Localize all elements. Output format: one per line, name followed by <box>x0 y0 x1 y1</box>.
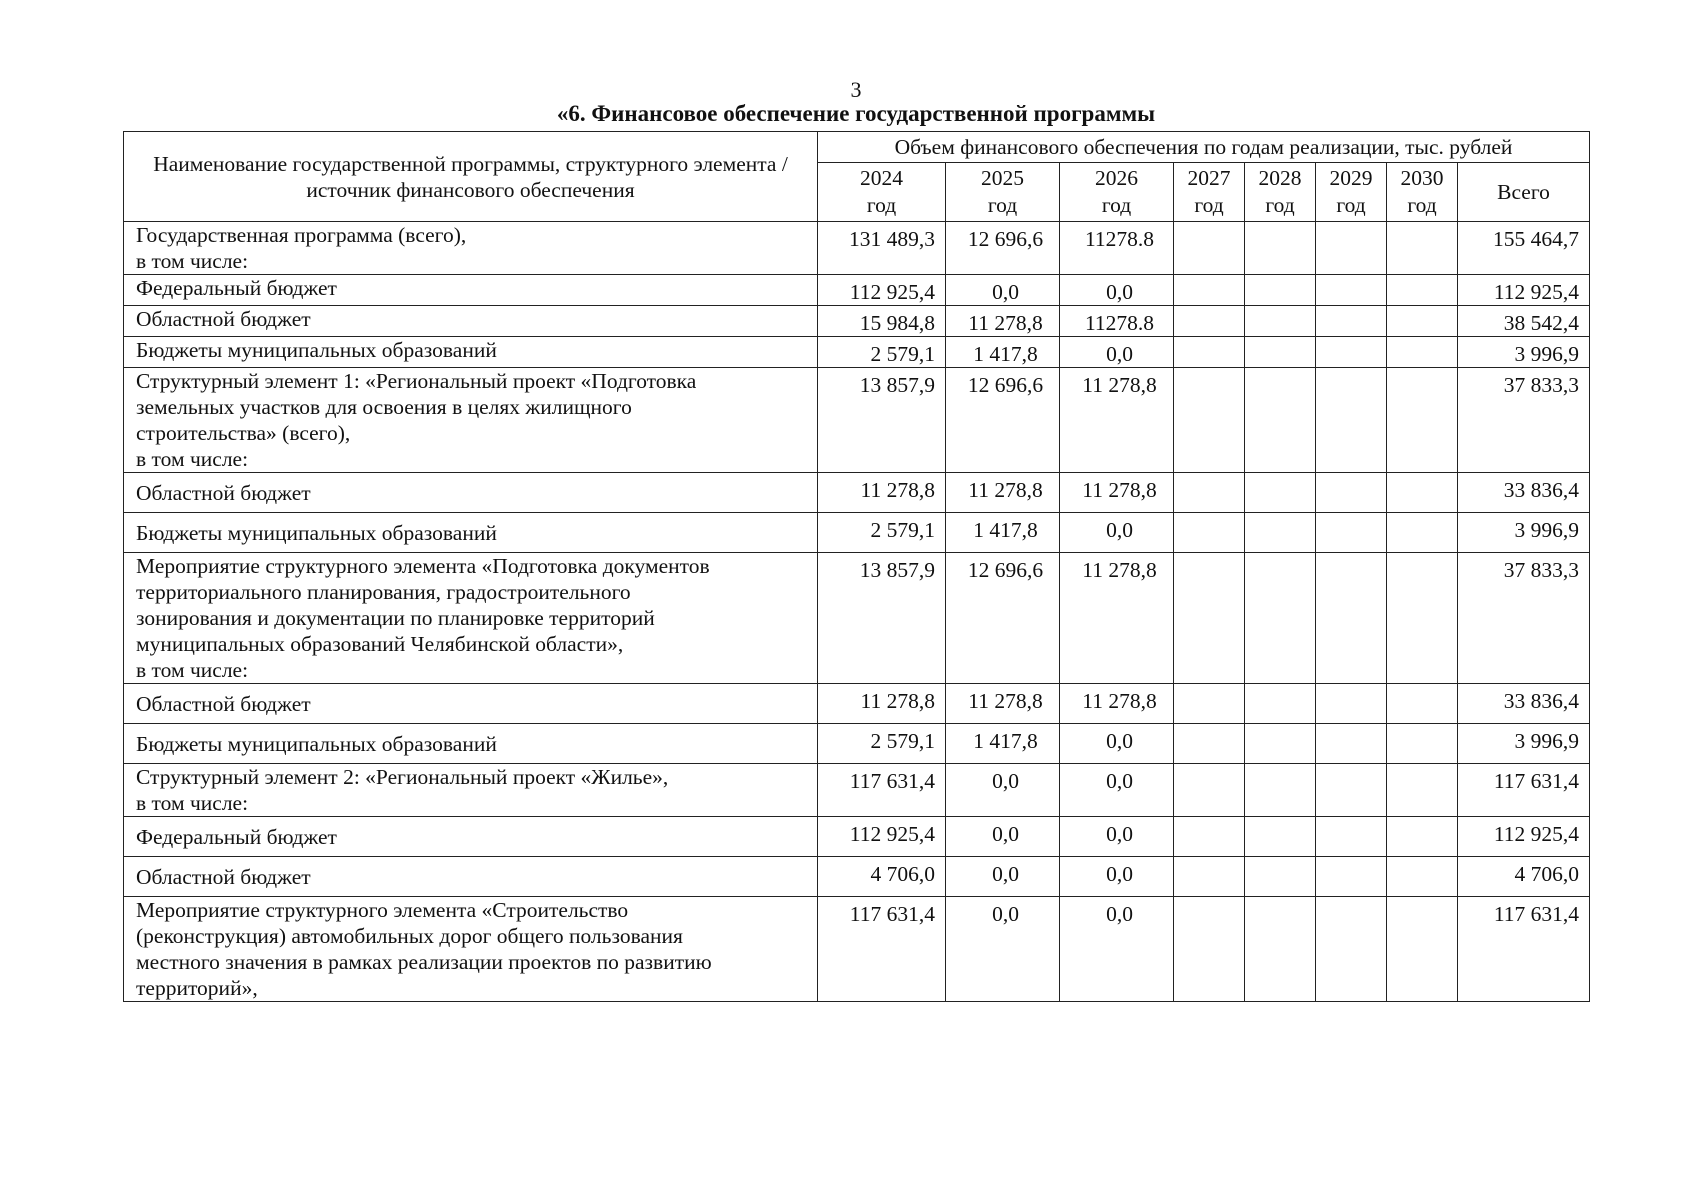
row-name-line: Областной бюджет <box>136 691 311 716</box>
row-name-line: земельных участков для освоения в целях жилищного <box>136 395 632 419</box>
cell-total: 37 833,3 <box>1458 368 1590 473</box>
header-year-2027 <box>1174 163 1245 222</box>
cell-empty <box>1245 473 1316 513</box>
cell-2025: 0,0 <box>946 275 1060 306</box>
section-title: «6. Финансовое обеспечение государственной программы <box>556 101 1156 126</box>
year-unit: год <box>866 193 897 217</box>
cell-empty <box>1316 897 1387 1002</box>
cell-empty <box>1245 817 1316 857</box>
cell-empty <box>1245 337 1316 368</box>
cell-empty <box>1245 684 1316 724</box>
cell-empty <box>1316 513 1387 553</box>
row-name-line: Структурный элемент 1: «Региональный проект «Подготовка <box>136 369 697 393</box>
row-name <box>124 897 818 1002</box>
table-row <box>124 222 1590 275</box>
row-name-line: территориального планирования, градостроительного <box>136 580 631 604</box>
row-name-line: Бюджеты муниципальных образований <box>136 731 497 756</box>
cell-2025: 12 696,6 <box>946 553 1060 684</box>
cell-2024: 11 278,8 <box>818 473 946 513</box>
year-label: 2025 <box>981 166 1024 190</box>
cell-empty <box>1245 222 1316 275</box>
cell-empty <box>1245 368 1316 473</box>
row-name-line: Областной бюджет <box>136 864 311 889</box>
table-row <box>124 684 1590 724</box>
cell-total: 38 542,4 <box>1458 306 1590 337</box>
cell-empty <box>1387 306 1458 337</box>
row-name <box>124 857 818 897</box>
cell-empty <box>1174 764 1245 817</box>
cell-empty <box>1245 553 1316 684</box>
cell-empty <box>1245 724 1316 764</box>
cell-empty <box>1174 368 1245 473</box>
header-total: Всего <box>1458 163 1590 222</box>
row-name <box>124 684 818 724</box>
row-name <box>124 817 818 857</box>
cell-empty <box>1316 368 1387 473</box>
cell-total: 112 925,4 <box>1458 817 1590 857</box>
row-name-line: Областной бюджет <box>136 480 311 505</box>
year-label: 2026 <box>1095 166 1138 190</box>
cell-2026: 11278.8 <box>1060 306 1174 337</box>
cell-2024: 2 579,1 <box>818 337 946 368</box>
cell-empty <box>1316 724 1387 764</box>
row-name <box>124 306 818 337</box>
cell-empty <box>1174 817 1245 857</box>
cell-2024: 2 579,1 <box>818 513 946 553</box>
row-name-line: территорий», <box>136 976 258 1000</box>
row-name-line: Структурный элемент 2: «Региональный проект «Жилье», <box>136 765 669 789</box>
cell-empty <box>1387 724 1458 764</box>
cell-2026: 11 278,8 <box>1060 684 1174 724</box>
row-name <box>124 764 818 817</box>
header-year-2030 <box>1387 163 1458 222</box>
cell-empty <box>1245 857 1316 897</box>
row-name-line: строительства» (всего), <box>136 421 351 445</box>
cell-2026: 11 278,8 <box>1060 473 1174 513</box>
row-name <box>124 473 818 513</box>
cell-empty <box>1245 764 1316 817</box>
header-name: Наименование государственной программы, структурного элемента / источник финансового обеспечения <box>124 132 818 222</box>
cell-2024: 15 984,8 <box>818 306 946 337</box>
header-year-2026 <box>1060 163 1174 222</box>
table-row <box>124 275 1590 306</box>
cell-empty <box>1387 473 1458 513</box>
cell-total: 3 996,9 <box>1458 337 1590 368</box>
row-name-line: Мероприятие структурного элемента «Строительство <box>136 898 629 922</box>
row-name-line: зонирования и документации по планировке территорий <box>136 606 655 630</box>
row-name <box>124 368 818 473</box>
cell-2025: 0,0 <box>946 764 1060 817</box>
cell-empty <box>1174 473 1245 513</box>
cell-total: 4 706,0 <box>1458 857 1590 897</box>
cell-2026: 0,0 <box>1060 817 1174 857</box>
row-name-line: (реконструкция) автомобильных дорог общего пользования <box>136 924 683 948</box>
cell-empty <box>1387 368 1458 473</box>
cell-2025: 12 696,6 <box>946 222 1060 275</box>
row-name <box>124 275 818 306</box>
row-name-line: в том числе: <box>136 791 249 815</box>
cell-2025: 12 696,6 <box>946 368 1060 473</box>
cell-2026: 0,0 <box>1060 897 1174 1002</box>
cell-empty <box>1174 513 1245 553</box>
header-year-2025 <box>946 163 1060 222</box>
cell-total: 37 833,3 <box>1458 553 1590 684</box>
cell-empty <box>1387 275 1458 306</box>
header-year-2029 <box>1316 163 1387 222</box>
cell-empty <box>1387 513 1458 553</box>
cell-empty <box>1316 553 1387 684</box>
row-name-line: Бюджеты муниципальных образований <box>136 338 497 362</box>
cell-2024: 13 857,9 <box>818 553 946 684</box>
cell-empty <box>1387 222 1458 275</box>
table-row <box>124 337 1590 368</box>
cell-empty <box>1387 337 1458 368</box>
year-unit: год <box>1407 193 1437 217</box>
cell-2026: 0,0 <box>1060 337 1174 368</box>
cell-total: 155 464,7 <box>1458 222 1590 275</box>
cell-2026: 0,0 <box>1060 724 1174 764</box>
header-funding-group: Объем финансового обеспечения по годам реализации, тыс. рублей <box>818 132 1590 163</box>
cell-empty <box>1387 857 1458 897</box>
cell-2024: 117 631,4 <box>818 764 946 817</box>
year-unit: год <box>1336 193 1366 217</box>
cell-2026: 0,0 <box>1060 857 1174 897</box>
table-row <box>124 368 1590 473</box>
cell-empty <box>1316 275 1387 306</box>
row-name-line: Областной бюджет <box>136 307 311 331</box>
cell-2024: 117 631,4 <box>818 897 946 1002</box>
cell-empty <box>1174 684 1245 724</box>
cell-empty <box>1387 897 1458 1002</box>
table-row <box>124 817 1590 857</box>
cell-2025: 1 417,8 <box>946 513 1060 553</box>
cell-empty <box>1316 764 1387 817</box>
row-name-line: Федеральный бюджет <box>136 824 337 849</box>
year-label: 2027 <box>1187 166 1231 190</box>
cell-empty <box>1387 553 1458 684</box>
cell-empty <box>1174 222 1245 275</box>
cell-empty <box>1174 897 1245 1002</box>
table-body <box>124 222 1590 1002</box>
cell-empty <box>1316 222 1387 275</box>
row-name-line: Федеральный бюджет <box>136 276 337 300</box>
header-year-2028 <box>1245 163 1316 222</box>
row-name <box>124 337 818 368</box>
cell-empty <box>1387 764 1458 817</box>
cell-2024: 2 579,1 <box>818 724 946 764</box>
row-name <box>124 222 818 275</box>
year-label: 2024 <box>860 166 903 190</box>
year-unit: год <box>1194 193 1224 217</box>
cell-2026: 11 278,8 <box>1060 368 1174 473</box>
cell-total: 117 631,4 <box>1458 897 1590 1002</box>
cell-2026: 11278.8 <box>1060 222 1174 275</box>
cell-2026: 0,0 <box>1060 513 1174 553</box>
row-name-line: в том числе: <box>136 447 249 471</box>
cell-2025: 1 417,8 <box>946 337 1060 368</box>
row-name <box>124 513 818 553</box>
row-name-line: муниципальных образований Челябинской области», <box>136 632 624 656</box>
cell-2026: 0,0 <box>1060 275 1174 306</box>
cell-total: 33 836,4 <box>1458 684 1590 724</box>
cell-empty <box>1174 724 1245 764</box>
cell-2024: 11 278,8 <box>818 684 946 724</box>
row-name-line: Мероприятие структурного элемента «Подготовка документов <box>136 554 710 578</box>
cell-2025: 1 417,8 <box>946 724 1060 764</box>
cell-empty <box>1316 337 1387 368</box>
year-unit: год <box>987 193 1018 217</box>
header-row-1 <box>124 132 1590 163</box>
year-unit: год <box>1101 193 1132 217</box>
table-row <box>124 473 1590 513</box>
row-name-line: в том числе: <box>136 249 249 273</box>
cell-empty <box>1387 684 1458 724</box>
cell-empty <box>1316 473 1387 513</box>
cell-2024: 112 925,4 <box>818 275 946 306</box>
table-row <box>124 513 1590 553</box>
table-row <box>124 306 1590 337</box>
cell-2025: 0,0 <box>946 897 1060 1002</box>
year-label: 2028 <box>1258 166 1302 190</box>
page-number: 3 <box>850 77 862 102</box>
row-name-line: в том числе: <box>136 658 249 682</box>
cell-empty <box>1245 513 1316 553</box>
cell-empty <box>1316 857 1387 897</box>
row-name <box>124 553 818 684</box>
cell-total: 117 631,4 <box>1458 764 1590 817</box>
cell-2026: 0,0 <box>1060 764 1174 817</box>
cell-total: 3 996,9 <box>1458 513 1590 553</box>
cell-2024: 13 857,9 <box>818 368 946 473</box>
cell-empty <box>1245 275 1316 306</box>
cell-2025: 11 278,8 <box>946 473 1060 513</box>
table-row <box>124 897 1590 1002</box>
cell-2026: 11 278,8 <box>1060 553 1174 684</box>
cell-total: 33 836,4 <box>1458 473 1590 513</box>
cell-empty <box>1245 897 1316 1002</box>
cell-empty <box>1174 857 1245 897</box>
cell-empty <box>1174 553 1245 684</box>
cell-empty <box>1174 275 1245 306</box>
year-unit: год <box>1265 193 1295 217</box>
cell-2024: 131 489,3 <box>818 222 946 275</box>
cell-2024: 4 706,0 <box>818 857 946 897</box>
cell-2025: 11 278,8 <box>946 684 1060 724</box>
cell-empty <box>1316 684 1387 724</box>
cell-empty <box>1316 306 1387 337</box>
cell-empty <box>1387 817 1458 857</box>
financing-table <box>123 131 1590 1002</box>
cell-2025: 0,0 <box>946 857 1060 897</box>
cell-2025: 0,0 <box>946 817 1060 857</box>
cell-total: 3 996,9 <box>1458 724 1590 764</box>
row-name <box>124 724 818 764</box>
row-name-line: Бюджеты муниципальных образований <box>136 520 497 545</box>
table-row <box>124 553 1590 684</box>
table-row <box>124 857 1590 897</box>
row-name-line: Государственная программа (всего), <box>136 223 467 247</box>
table-row <box>124 764 1590 817</box>
cell-empty <box>1245 306 1316 337</box>
year-label: 2030 <box>1400 166 1444 190</box>
cell-2025: 11 278,8 <box>946 306 1060 337</box>
cell-2024: 112 925,4 <box>818 817 946 857</box>
table-row <box>124 724 1590 764</box>
cell-empty <box>1174 306 1245 337</box>
row-name-line: местного значения в рамках реализации проектов по развитию <box>136 950 712 974</box>
header-year-2024 <box>818 163 946 222</box>
cell-empty <box>1174 337 1245 368</box>
year-label: 2029 <box>1329 166 1373 190</box>
cell-total: 112 925,4 <box>1458 275 1590 306</box>
cell-empty <box>1316 817 1387 857</box>
